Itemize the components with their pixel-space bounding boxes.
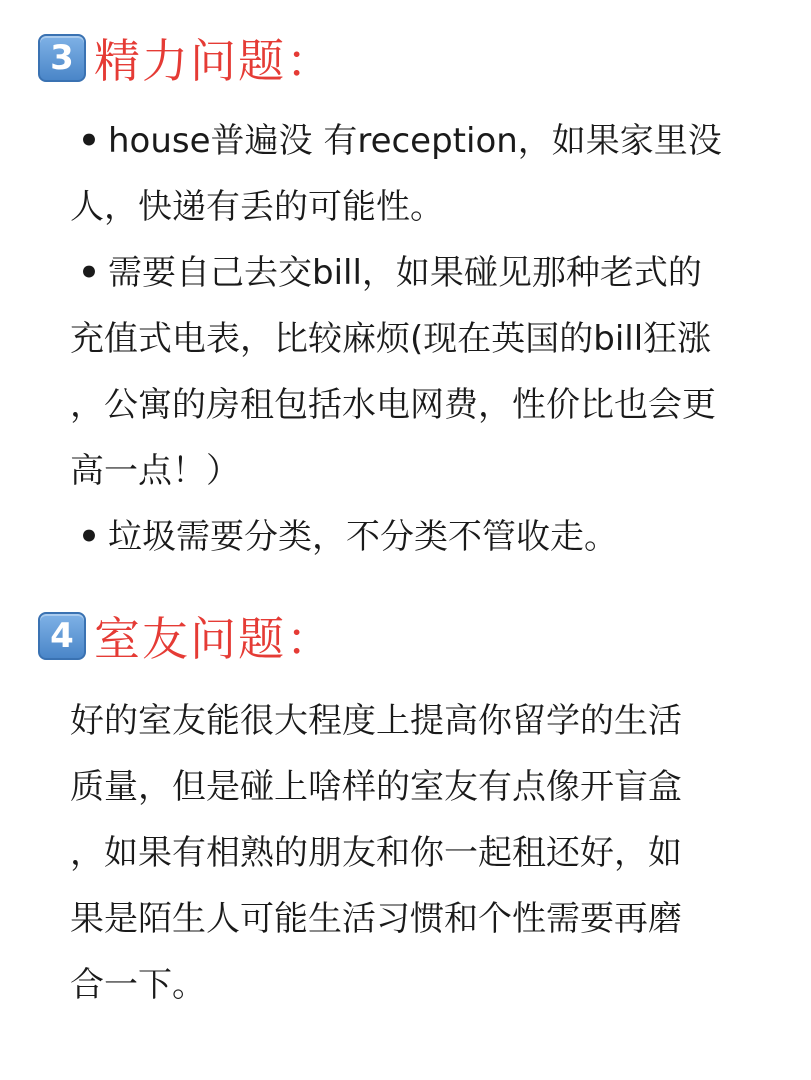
paragraph-line: 好的室友能很大程度上提高你留学的生活 [70,701,682,741]
bullet-line [70,504,770,570]
bullet-1-line-1: house普遍没 有reception，如果家里没 [108,121,722,161]
bullet-line [70,438,770,504]
section-4-heading [38,606,334,666]
section-4-body [70,688,770,1018]
bullet-2-line-4: 高一点！） [70,451,240,491]
section-3-title: 精力问题： [94,34,334,88]
bullet-2-line-2: 充值式电表，比较麻烦(现在英国的bill狂涨 [70,319,712,359]
paragraph-line: 质量，但是碰上啥样的室友有点像开盲盒 [70,767,682,807]
bullet-1-line-2: 人，快递有丢的可能性。 [70,187,444,227]
bullet-line [70,372,770,438]
bullet-dot-icon: • [78,121,100,161]
number-4-badge-icon: 4 [38,612,86,660]
section-4-title: 室友问题： [94,612,334,666]
bullet-line [70,306,770,372]
bullet-line [70,108,770,174]
bullet-2-line-1: 需要自己去交bill，如果碰见那种老式的 [108,253,702,293]
bullet-line [70,240,770,306]
bullet-dot-icon: • [78,517,100,557]
paragraph-line: 果是陌生人可能生活习惯和个性需要再磨 [70,899,682,939]
section-3-body [70,108,770,570]
paragraph-line: 合一下。 [70,965,206,1005]
number-3-badge-icon: 3 [38,34,86,82]
bullet-line [70,174,770,240]
bullet-3-line-1: 垃圾需要分类，不分类不管收走。 [108,517,618,557]
section-3-heading [38,28,334,88]
paragraph-line: ，如果有相熟的朋友和你一起租还好，如 [70,833,682,873]
bullet-2-line-3: ，公寓的房租包括水电网费，性价比也会更 [70,385,716,425]
bullet-dot-icon: • [78,253,100,293]
